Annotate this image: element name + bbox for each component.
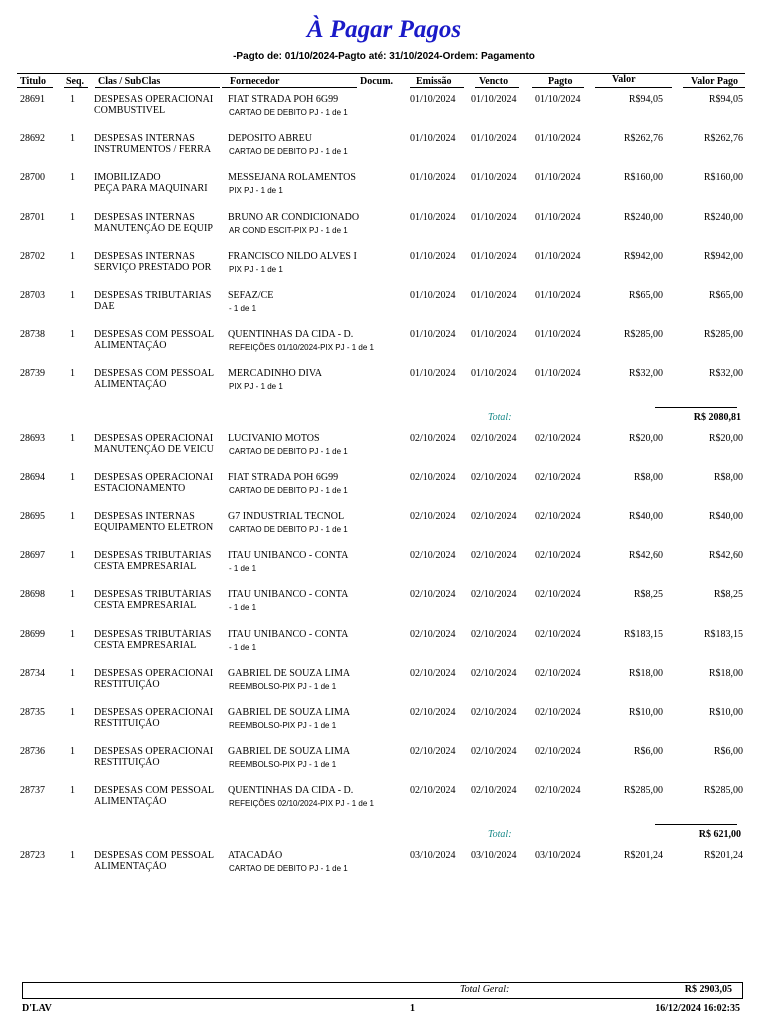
cell-emissao: 02/10/2024 (410, 785, 456, 797)
header-underline (95, 87, 220, 88)
cell-forn: DEPÓSITO ABREU (228, 133, 312, 145)
cell-subclas: CESTA EMPRESARIAL (94, 600, 197, 612)
cell-valor: R$183,15 (623, 628, 663, 640)
cell-vencto: 02/10/2024 (471, 746, 517, 758)
cell-seq: 1 (70, 628, 75, 640)
footer-box (22, 982, 743, 999)
cell-subclas: MANUTENÇÃO DE VEICU (94, 443, 214, 455)
cell-pagto: 02/10/2024 (535, 707, 581, 718)
cell-valor: R$160,00 (623, 172, 663, 184)
cell-titulo: 28737 (20, 785, 45, 797)
cell-documento: CARTAO DE DEBITO PJ - 1 de 1 (229, 863, 348, 873)
cell-documento: CARTAO DE DEBITO PJ - 1 de 1 (229, 525, 348, 534)
cell-vencto: 02/10/2024 (471, 550, 517, 562)
cell-subclas: RESTITUIÇÃO (94, 757, 160, 769)
cell-pagto: 01/10/2024 (535, 133, 581, 145)
header-emissao: Emissão (416, 76, 452, 87)
cell-documento: REEMBOLSO-PIX PJ - 1 de 1 (229, 681, 337, 691)
cell-emissao: 01/10/2024 (410, 250, 456, 262)
cell-vencto: 01/10/2024 (471, 133, 517, 145)
header-clas: Clas / SubClas (98, 76, 161, 87)
cell-emissao: 01/10/2024 (410, 368, 456, 380)
cell-pagto: 03/10/2024 (535, 849, 581, 861)
cell-subclas: PEÇA PARA MAQUINARI (94, 183, 208, 195)
cell-valor: R$240,00 (623, 211, 663, 223)
cell-pago: R$240,00 (703, 211, 743, 223)
cell-seq: 1 (70, 511, 75, 522)
cell-seq: 1 (70, 589, 75, 601)
cell-clas1: DESPESAS TRIBUTÁRIAS (94, 628, 212, 640)
cell-seq: 1 (70, 746, 75, 758)
cell-emissao: 03/10/2024 (410, 849, 456, 861)
cell-pagto: 02/10/2024 (535, 667, 581, 679)
cell-forn: SEFAZ/CE (228, 290, 274, 301)
cell-pago: R$32,00 (708, 368, 743, 380)
cell-clas1: DESPESAS TRIBUTÁRIAS (94, 589, 212, 601)
cell-titulo: 28723 (20, 849, 45, 861)
cell-documento: AR COND ESCIT-PIX PJ - 1 de 1 (229, 225, 348, 235)
cell-vencto: 02/10/2024 (471, 471, 517, 483)
printed-at: 16/12/2024 16:02:35 (655, 1003, 740, 1014)
group-total-value: R$ 621,00 (698, 828, 741, 840)
cell-titulo: 28734 (20, 667, 45, 679)
cell-forn: ATACADÃO (228, 849, 283, 861)
cell-documento: CARTAO DE DEBITO PJ - 1 de 1 (229, 108, 348, 117)
cell-vencto: 02/10/2024 (471, 667, 517, 679)
cell-emissao: 01/10/2024 (410, 133, 456, 145)
cell-documento: PIX PJ - 1 de 1 (229, 382, 283, 392)
cell-subclas: RESTITUIÇÃO (94, 718, 160, 729)
cell-pago: R$285,00 (703, 329, 743, 341)
cell-titulo: 28693 (20, 432, 45, 444)
cell-forn: MERCADINHO DIVA (228, 368, 322, 380)
header-underline (475, 87, 519, 88)
cell-subclas: DAE (94, 301, 115, 312)
header-docum: Docum. (360, 76, 394, 87)
cell-pago: R$20,00 (708, 432, 743, 444)
report-title: À Pagar Pagos (306, 16, 462, 43)
cell-vencto: 03/10/2024 (471, 849, 517, 861)
cell-titulo: 28739 (20, 368, 45, 380)
cell-forn: G7 INDUSTRIAL TECNOL (228, 511, 345, 522)
cell-documento: PIX PJ - 1 de 1 (229, 264, 283, 274)
cell-pagto: 02/10/2024 (535, 785, 581, 797)
cell-pagto: 01/10/2024 (535, 211, 581, 223)
cell-seq: 1 (70, 172, 75, 184)
cell-emissao: 01/10/2024 (410, 290, 456, 301)
cell-clas1: DESPESAS INTERNAS (94, 511, 195, 522)
cell-valor: R$201,24 (623, 849, 663, 861)
cell-valor: R$65,00 (628, 290, 663, 301)
cell-pagto: 02/10/2024 (535, 511, 581, 522)
cell-seq: 1 (70, 368, 75, 380)
cell-vencto: 01/10/2024 (471, 368, 517, 380)
cell-subclas: ALIMENTAÇÃO (94, 379, 167, 391)
cell-seq: 1 (70, 250, 75, 262)
cell-subclas: RESTITUIÇÃO (94, 678, 160, 690)
cell-clas1: IMOBILIZADO (94, 172, 161, 184)
cell-vencto: 01/10/2024 (471, 94, 517, 105)
cell-pagto: 01/10/2024 (535, 94, 581, 105)
cell-emissao: 02/10/2024 (410, 707, 456, 718)
cell-forn: MESSEJANA ROLAMENTOS (228, 172, 356, 184)
cell-vencto: 01/10/2024 (471, 250, 517, 262)
cell-forn: GABRIEL DE SOUZA LIMA (228, 707, 351, 718)
cell-subclas: CESTA EMPRESARIAL (94, 639, 197, 651)
cell-valor: R$285,00 (623, 785, 663, 797)
cell-valor: R$6,00 (633, 746, 663, 758)
total-underline (655, 824, 737, 825)
cell-pago: R$94,05 (708, 94, 743, 105)
cell-clas1: DESPESAS COM PESSOAL (94, 329, 215, 341)
header-seq: Seq. (66, 76, 85, 87)
cell-valor: R$10,00 (628, 707, 663, 718)
cell-emissao: 01/10/2024 (410, 211, 456, 223)
cell-pago: R$65,00 (708, 290, 743, 301)
cell-forn: QUENTINHAS DA CIDA - D. (228, 329, 354, 341)
cell-seq: 1 (70, 471, 75, 483)
cell-vencto: 01/10/2024 (471, 211, 517, 223)
cell-pago: R$10,00 (708, 707, 743, 718)
cell-pagto: 01/10/2024 (535, 368, 581, 380)
cell-pago: R$8,25 (713, 589, 743, 601)
cell-clas1: DESPESAS TRIBUTÁRIAS (94, 550, 212, 562)
page-number: 1 (410, 1003, 415, 1014)
cell-documento: PIX PJ - 1 de 1 (229, 186, 283, 196)
cell-forn: QUENTINHAS DA CIDA - D. (228, 785, 354, 797)
cell-pagto: 01/10/2024 (535, 290, 581, 301)
cell-pago: R$18,00 (708, 667, 743, 679)
cell-vencto: 02/10/2024 (471, 432, 517, 444)
cell-pagto: 02/10/2024 (535, 550, 581, 562)
cell-pago: R$942,00 (703, 250, 743, 262)
cell-valor: R$40,00 (628, 511, 663, 522)
cell-vencto: 01/10/2024 (471, 329, 517, 341)
cell-vencto: 02/10/2024 (471, 628, 517, 640)
cell-vencto: 02/10/2024 (471, 707, 517, 718)
cell-emissao: 01/10/2024 (410, 329, 456, 341)
cell-valor: R$18,00 (628, 667, 663, 679)
cell-subclas: MANUTENÇÃO DE EQUIP (94, 222, 213, 234)
report-subtitle: -Pagto de: 01/10/2024-Pagto até: 31/10/2024-Ordem: Pagamento (233, 51, 535, 62)
cell-clas1: DESPESAS OPERACIONAI (94, 432, 214, 444)
group-total-value: R$ 2080,81 (693, 411, 741, 423)
total-underline (655, 407, 737, 408)
cell-subclas: CESTA EMPRESARIAL (94, 561, 197, 573)
cell-titulo: 28698 (20, 589, 45, 601)
cell-pago: R$183,15 (703, 628, 743, 640)
cell-emissao: 02/10/2024 (410, 432, 456, 444)
cell-seq: 1 (70, 290, 75, 301)
header-underline (222, 87, 357, 88)
cell-documento: - 1 de 1 (229, 564, 257, 574)
cell-documento: - 1 de 1 (229, 642, 257, 652)
cell-titulo: 28691 (20, 94, 45, 105)
header-titulo: Titulo (20, 76, 46, 87)
cell-subclas: SERVIÇO PRESTADO POR (94, 261, 212, 273)
cell-pago: R$40,00 (708, 511, 743, 522)
header-underline (683, 87, 745, 88)
cell-seq: 1 (70, 849, 75, 861)
cell-titulo: 28701 (20, 211, 45, 223)
group-total-label: Total: (488, 411, 512, 423)
cell-seq: 1 (70, 329, 75, 341)
cell-documento: CARTAO DE DEBITO PJ - 1 de 1 (229, 147, 348, 157)
cell-emissao: 02/10/2024 (410, 550, 456, 562)
cell-forn: LUCIVANIO MOTOS (228, 432, 320, 444)
header-vencto: Vencto (479, 76, 509, 87)
cell-valor: R$32,00 (628, 368, 663, 380)
cell-emissao: 01/10/2024 (410, 94, 456, 105)
cell-pagto: 01/10/2024 (535, 172, 581, 184)
header-fornecedor: Fornecedor (230, 76, 280, 87)
cell-documento: REEMBOLSO-PIX PJ - 1 de 1 (229, 721, 337, 730)
cell-valor: R$942,00 (623, 250, 663, 262)
cell-documento: REFEIÇÕES 02/10/2024-PIX PJ - 1 de 1 (229, 799, 374, 809)
cell-clas1: DESPESAS INTERNAS (94, 250, 195, 262)
cell-seq: 1 (70, 667, 75, 679)
cell-subclas: ALIMENTAÇÃO (94, 860, 167, 872)
cell-titulo: 28694 (20, 471, 45, 483)
cell-forn: FRANCISCO NILDO ALVES I (228, 250, 357, 262)
cell-titulo: 28736 (20, 746, 45, 758)
header-underline (532, 87, 584, 88)
cell-subclas: COMBUSTIVEL (94, 105, 166, 116)
cell-seq: 1 (70, 94, 75, 105)
cell-emissao: 02/10/2024 (410, 667, 456, 679)
cell-clas1: DESPESAS OPERACIONAI (94, 746, 214, 758)
cell-clas1: DESPESAS COM PESSOAL (94, 785, 215, 797)
cell-forn: ITAU UNIBANCO - CONTA (228, 628, 349, 640)
cell-valor: R$94,05 (628, 94, 663, 105)
cell-forn: ITAU UNIBANCO - CONTA (228, 550, 349, 562)
cell-pagto: 02/10/2024 (535, 432, 581, 444)
cell-pagto: 02/10/2024 (535, 471, 581, 483)
cell-pagto: 02/10/2024 (535, 589, 581, 601)
cell-clas1: DESPESAS OPERACIONAI (94, 707, 214, 718)
cell-vencto: 02/10/2024 (471, 785, 517, 797)
cell-emissao: 02/10/2024 (410, 628, 456, 640)
cell-emissao: 02/10/2024 (410, 471, 456, 483)
cell-titulo: 28738 (20, 329, 45, 341)
header-underline (595, 87, 672, 88)
cell-valor: R$8,00 (633, 471, 663, 483)
cell-vencto: 02/10/2024 (471, 589, 517, 601)
cell-titulo: 28700 (20, 172, 45, 184)
header-underline (64, 87, 88, 88)
cell-seq: 1 (70, 211, 75, 223)
cell-forn: FIAT STRADA POH 6G99 (228, 94, 339, 105)
cell-valor: R$8,25 (633, 589, 663, 601)
cell-seq: 1 (70, 785, 75, 797)
cell-forn: ITAU UNIBANCO - CONTA (228, 589, 349, 601)
cell-documento: - 1 de 1 (229, 603, 257, 613)
cell-pagto: 01/10/2024 (535, 329, 581, 341)
cell-forn: BRUNO AR CONDICIONADO (228, 211, 360, 223)
header-underline (17, 87, 53, 88)
company-name: D'LAV (22, 1003, 52, 1014)
header-valor-pago: Valor Pago (691, 76, 738, 87)
group-total-label: Total: (488, 828, 512, 840)
cell-emissao: 02/10/2024 (410, 746, 456, 758)
cell-pago: R$6,00 (713, 746, 743, 758)
header-valor: Valor (612, 74, 636, 85)
cell-subclas: EQUIPAMENTO ELETRON (94, 522, 214, 533)
cell-documento: CARTAO DE DEBITO PJ - 1 de 1 (229, 446, 348, 456)
cell-subclas: INSTRUMENTOS / FERRA (94, 144, 212, 156)
cell-clas1: DESPESAS OPERACIONAI (94, 471, 214, 483)
total-geral-value: R$ 2903,05 (684, 984, 732, 995)
cell-titulo: 28702 (20, 250, 45, 262)
cell-titulo: 28697 (20, 550, 45, 562)
cell-seq: 1 (70, 707, 75, 718)
cell-titulo: 28692 (20, 133, 45, 145)
cell-pagto: 02/10/2024 (535, 746, 581, 758)
header-pagto: Pagto (548, 76, 573, 87)
cell-emissao: 02/10/2024 (410, 589, 456, 601)
cell-pago: R$160,00 (703, 172, 743, 184)
cell-clas1: DESPESAS OPERACIONAI (94, 94, 214, 105)
cell-vencto: 01/10/2024 (471, 172, 517, 184)
cell-clas1: DESPESAS INTERNAS (94, 211, 195, 223)
header-underline (410, 87, 464, 88)
cell-subclas: ESTACIONAMENTO (94, 482, 186, 494)
cell-seq: 1 (70, 550, 75, 562)
cell-documento: REEMBOLSO-PIX PJ - 1 de 1 (229, 760, 337, 770)
cell-documento: REFEIÇÕES 01/10/2024-PIX PJ - 1 de 1 (229, 343, 374, 353)
cell-clas1: DESPESAS COM PESSOAL (94, 849, 215, 861)
cell-titulo: 28703 (20, 290, 45, 301)
cell-pago: R$8,00 (713, 471, 743, 483)
cell-subclas: ALIMENTAÇÃO (94, 340, 167, 352)
cell-titulo: 28695 (20, 511, 45, 522)
cell-titulo: 28735 (20, 707, 45, 718)
cell-pagto: 02/10/2024 (535, 628, 581, 640)
cell-clas1: DESPESAS OPERACIONAI (94, 667, 214, 679)
cell-emissao: 01/10/2024 (410, 172, 456, 184)
cell-titulo: 28699 (20, 628, 45, 640)
cell-emissao: 02/10/2024 (410, 511, 456, 522)
cell-clas1: DESPESAS INTERNAS (94, 133, 195, 145)
cell-valor: R$20,00 (628, 432, 663, 444)
cell-valor: R$262,76 (623, 133, 663, 145)
cell-clas1: DESPESAS TRIBUTÁRIAS (94, 290, 212, 301)
cell-documento: CARTAO DE DEBITO PJ - 1 de 1 (229, 485, 348, 495)
cell-seq: 1 (70, 432, 75, 444)
cell-clas1: DESPESAS COM PESSOAL (94, 368, 215, 380)
cell-valor: R$42,60 (628, 550, 663, 562)
cell-pago: R$262,76 (703, 133, 743, 145)
cell-pago: R$42,60 (708, 550, 743, 562)
cell-pagto: 01/10/2024 (535, 250, 581, 262)
cell-subclas: ALIMENTAÇÃO (94, 796, 167, 808)
cell-pago: R$201,24 (703, 849, 743, 861)
cell-pago: R$285,00 (703, 785, 743, 797)
cell-vencto: 02/10/2024 (471, 511, 517, 522)
cell-seq: 1 (70, 133, 75, 145)
cell-forn: GABRIEL DE SOUZA LIMA (228, 746, 351, 758)
cell-vencto: 01/10/2024 (471, 290, 517, 301)
cell-documento: - 1 de 1 (229, 304, 257, 313)
cell-forn: FIAT STRADA POH 6G99 (228, 471, 339, 483)
cell-valor: R$285,00 (623, 329, 663, 341)
total-geral-label: Total Geral: (460, 984, 510, 995)
cell-forn: GABRIEL DE SOUZA LIMA (228, 667, 351, 679)
